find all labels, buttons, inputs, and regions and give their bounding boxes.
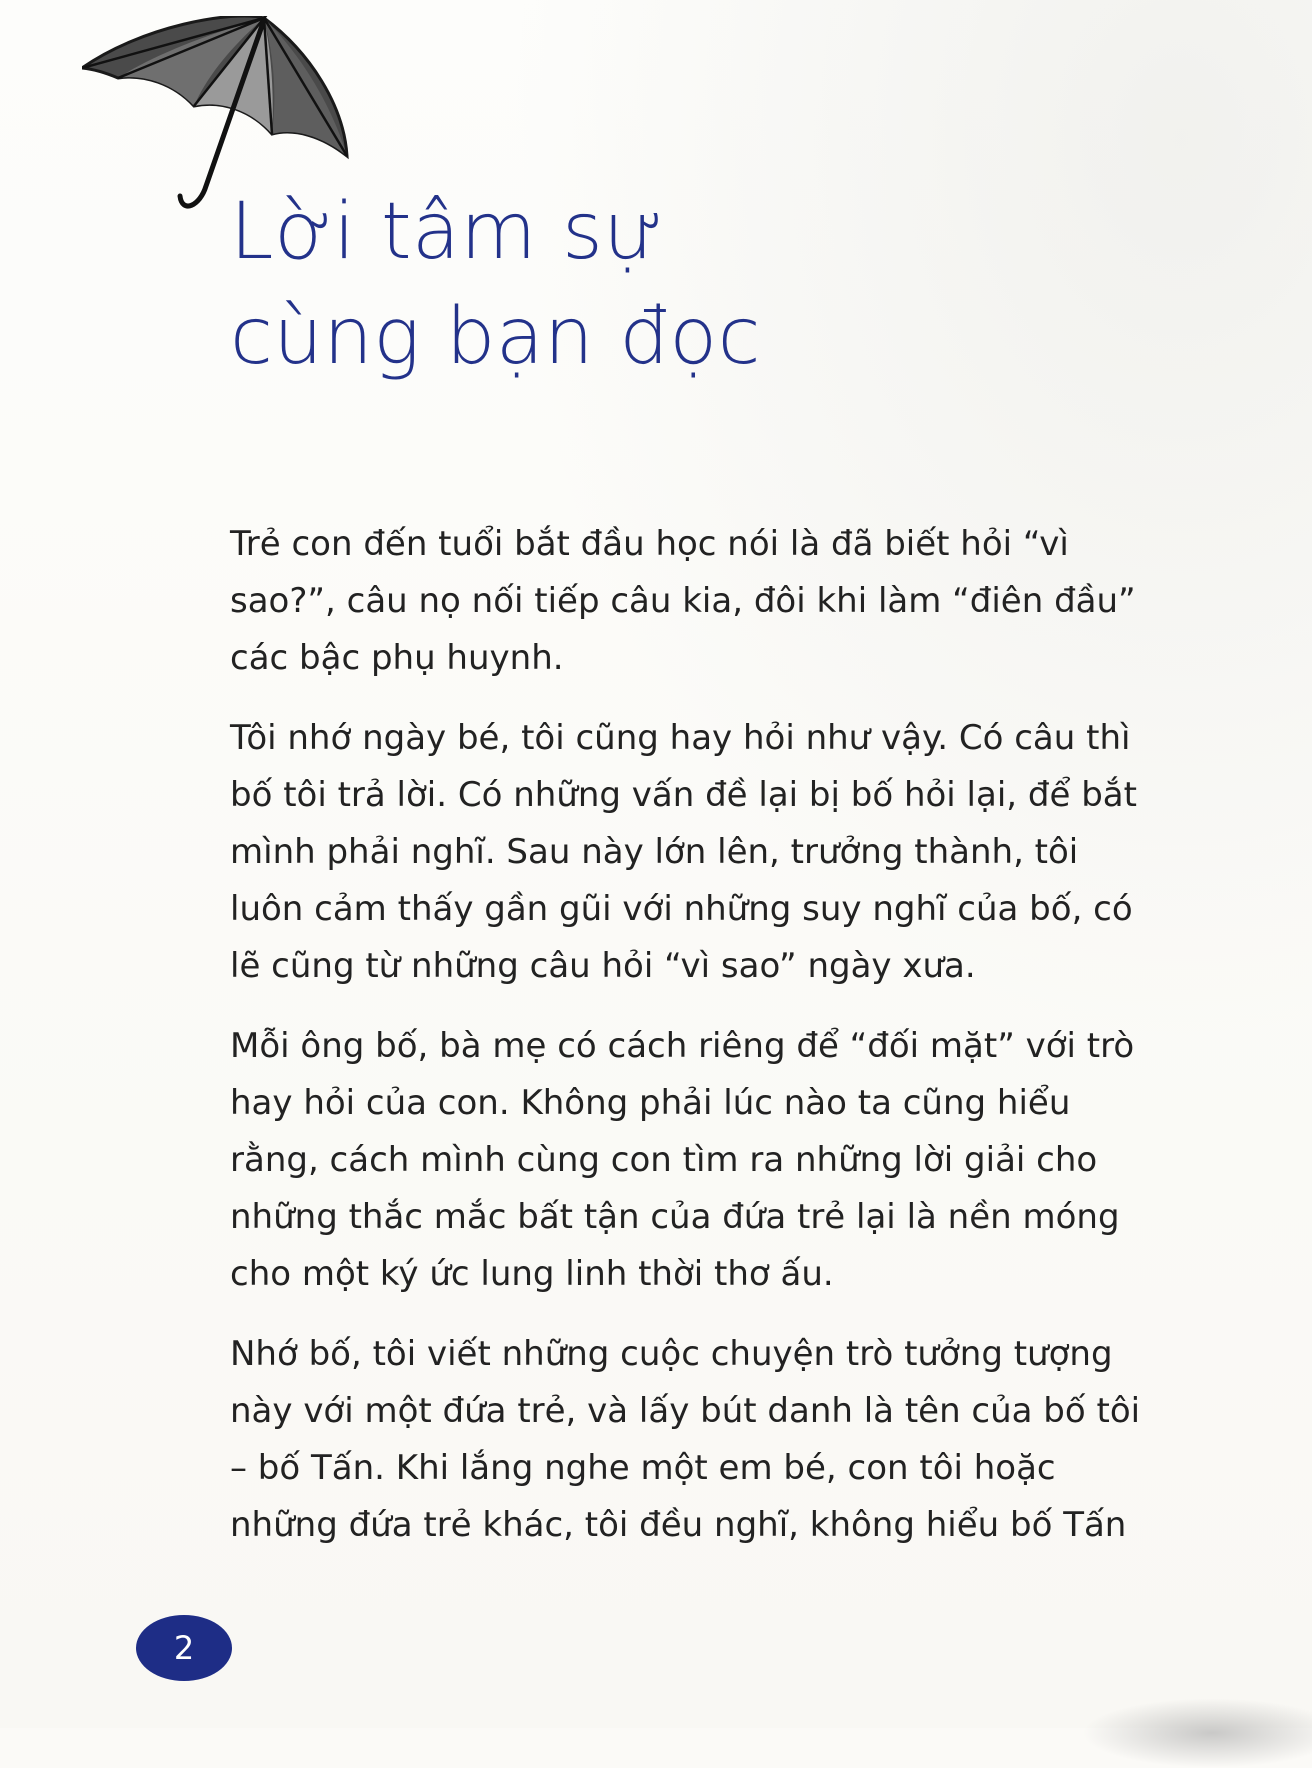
body-text	[230, 516, 1160, 1577]
page-number: 2	[173, 1629, 195, 1667]
page-number-badge	[136, 1615, 232, 1681]
paragraph: Mỗi ông bố, bà mẹ có cách riêng để “đối mặt” với trò hay hỏi của con. Không phải lúc nào ta cũng hiểu rằng, cách mình cùng con tìm ra những lời giải cho những thắc mắc bất tận của đứa trẻ lại là nền móng cho một ký ức lung linh thời thơ ấu.	[230, 1026, 1135, 1294]
paragraph: Tôi nhớ ngày bé, tôi cũng hay hỏi như vậy. Có câu thì bố tôi trả lời. Có những vấn đề lại bị bố hỏi lại, để bắt mình phải nghĩ. Sau này lớn lên, trưởng thành, tôi luôn cảm thấy gần gũi với những suy nghĩ của bố, có lẽ cũng từ những câu hỏi “vì sao” ngày xưa.	[230, 718, 1137, 986]
page-corner-shadow	[1082, 1698, 1312, 1768]
title-line-2: cùng bạn đọc	[230, 292, 762, 382]
paragraph: Nhớ bố, tôi viết những cuộc chuyện trò tưởng tượng này với một đứa trẻ, và lấy bút danh là tên của bố tôi – bố Tấn. Khi lắng nghe một em bé, con tôi hoặc những đứa trẻ khác, tôi đều nghĩ, không hiểu bố Tấn	[230, 1334, 1141, 1545]
title-line-1: Lời tâm sự	[230, 187, 665, 277]
page-title	[230, 180, 761, 390]
paragraph: Trẻ con đến tuổi bắt đầu học nói là đã biết hỏi “vì sao?”, câu nọ nối tiếp câu kia, đôi khi làm “điên đầu” các bậc phụ huynh.	[230, 524, 1136, 678]
